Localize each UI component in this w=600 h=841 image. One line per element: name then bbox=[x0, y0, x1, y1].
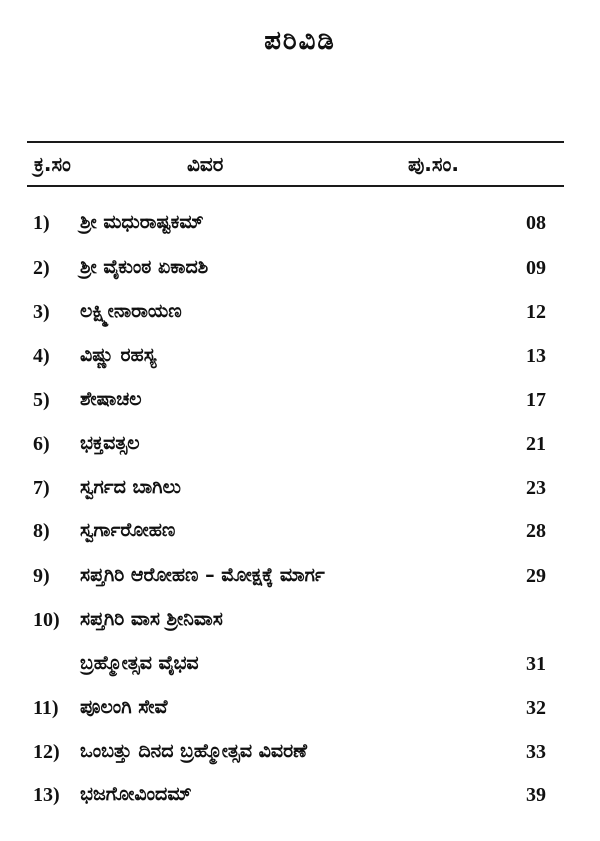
entry-title: ವಿಷ್ಣು ರಹಸ್ಯ bbox=[80, 344, 157, 366]
entry-title: ಒಂಬತ್ತು ದಿನದ ಬ್ರಹ್ಮೋತ್ಸವ ವಿವರಣೆ bbox=[80, 740, 307, 762]
entry-number: 1) bbox=[33, 212, 50, 234]
entry-number: 10) bbox=[33, 609, 60, 631]
entry-page: 39 bbox=[526, 784, 546, 806]
entry-title: ಸ್ವರ್ಗಾರೋಹಣ bbox=[80, 519, 176, 541]
toc-entry bbox=[0, 560, 600, 592]
entry-number: 3) bbox=[33, 301, 50, 323]
entry-number: 8) bbox=[33, 520, 50, 542]
toc-entry bbox=[0, 428, 600, 460]
entry-title: ಸಪ್ತಗಿರಿ ವಾಸ ಶ್ರೀನಿವಾಸ bbox=[80, 608, 223, 630]
toc-entry bbox=[0, 736, 600, 768]
entry-title: ಶೇಷಾಚಲ bbox=[80, 388, 142, 410]
entry-number: 11) bbox=[33, 697, 59, 719]
toc-entry bbox=[0, 779, 600, 811]
entry-page: 13 bbox=[526, 345, 546, 367]
entry-page: 12 bbox=[526, 301, 546, 323]
header-bottom-rule bbox=[27, 185, 564, 187]
toc-entry bbox=[0, 692, 600, 724]
toc-entry-continuation bbox=[0, 648, 600, 680]
column-header-page: ಪು.ಸಂ. bbox=[408, 152, 459, 176]
toc-entry bbox=[0, 515, 600, 547]
entry-number: 5) bbox=[33, 389, 50, 411]
toc-entry bbox=[0, 296, 600, 328]
header-top-rule bbox=[27, 141, 564, 143]
column-header-number: ಕ್ರ.ಸಂ bbox=[34, 152, 71, 176]
entry-page: 32 bbox=[526, 697, 546, 719]
entry-title: ಸಪ್ತಗಿರಿ ಆರೋಹಣ – ಮೋಕ್ಷಕ್ಕೆ ಮಾರ್ಗ bbox=[80, 564, 325, 586]
entry-number: 7) bbox=[33, 477, 50, 499]
entry-title: ಭಕ್ತವತ್ಸಲ bbox=[80, 432, 140, 454]
column-header-description: ವಿವರ bbox=[187, 152, 224, 176]
entry-title: ಬ್ರಹ್ಮೋತ್ಸವ ವೈಭವ bbox=[80, 652, 199, 674]
entry-page: 28 bbox=[526, 520, 546, 542]
entry-page: 21 bbox=[526, 433, 546, 455]
entry-title: ಸ್ವರ್ಗದ ಬಾಗಿಲು bbox=[80, 476, 181, 498]
entry-title: ಶ್ರೀ ವೈಕುಂಠ ಏಕಾದಶಿ bbox=[80, 256, 209, 278]
entry-page: 33 bbox=[526, 741, 546, 763]
entry-page: 23 bbox=[526, 477, 546, 499]
entry-page: 29 bbox=[526, 565, 546, 587]
entry-page: 31 bbox=[526, 653, 546, 675]
entry-title: ಲಕ್ಷ್ಮೀನಾರಾಯಣ bbox=[80, 300, 182, 322]
toc-entry bbox=[0, 340, 600, 372]
entry-number: 4) bbox=[33, 345, 50, 367]
entry-title: ಭಜಗೋವಿಂದಮ್ bbox=[80, 783, 192, 805]
entry-page: 09 bbox=[526, 257, 546, 279]
entry-title: ಶ್ರೀ ಮಧುರಾಷ್ಟಕಮ್ bbox=[80, 211, 204, 233]
toc-entry bbox=[0, 252, 600, 284]
toc-entry bbox=[0, 384, 600, 416]
page-title: ಪರಿವಿಡಿ bbox=[264, 26, 336, 56]
entry-number: 9) bbox=[33, 565, 50, 587]
entry-number: 13) bbox=[33, 784, 60, 806]
toc-entry bbox=[0, 472, 600, 504]
entry-page: 08 bbox=[526, 212, 546, 234]
entry-number: 2) bbox=[33, 257, 50, 279]
entry-title: ಪೂಲಂಗಿ ಸೇವೆ bbox=[80, 696, 168, 718]
entry-page: 17 bbox=[526, 389, 546, 411]
toc-entry bbox=[0, 604, 600, 636]
entry-number: 12) bbox=[33, 741, 60, 763]
entry-number: 6) bbox=[33, 433, 50, 455]
toc-entry bbox=[0, 207, 600, 239]
